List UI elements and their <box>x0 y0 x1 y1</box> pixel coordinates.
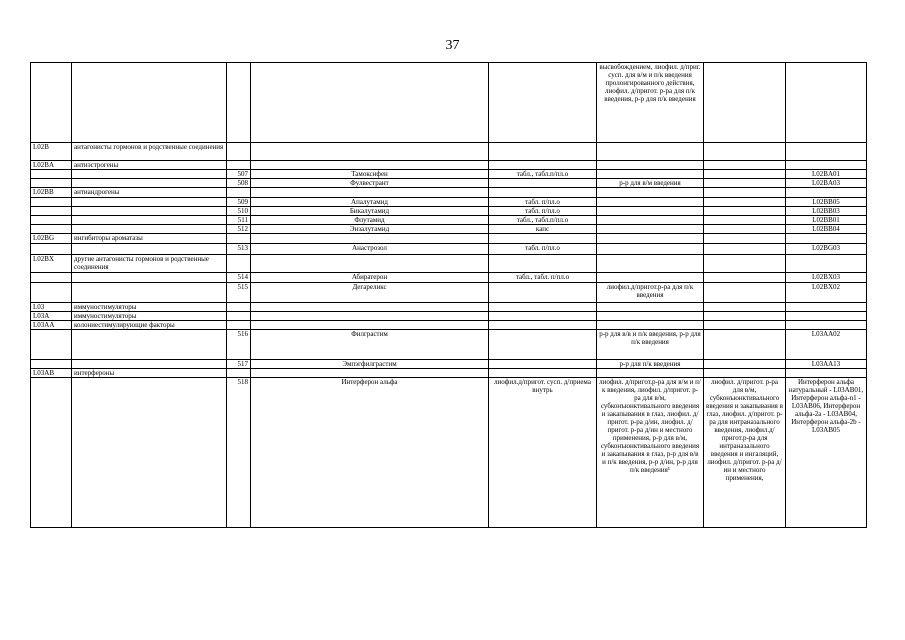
group-description <box>72 244 227 255</box>
dosage-form-3 <box>704 234 786 244</box>
table-row <box>31 303 867 312</box>
row-number: 517 <box>227 360 251 369</box>
atc-group-code <box>31 170 72 179</box>
atc-group-code <box>31 198 72 207</box>
atc-group-code: L02BG <box>31 234 72 244</box>
drug-name: Тамоксифен <box>251 170 489 179</box>
dosage-form-1: капс <box>489 225 597 234</box>
drug-name: Интерферон альфа <box>251 378 489 528</box>
dosage-form-3 <box>704 161 786 170</box>
dosage-form-2 <box>597 161 704 170</box>
dosage-form-3 <box>704 283 786 303</box>
group-description: интерфероны <box>72 369 227 378</box>
row-number <box>227 321 251 330</box>
atc-group-code <box>31 378 72 528</box>
drug-name: Апалутамид <box>251 198 489 207</box>
table-row <box>31 188 867 198</box>
dosage-form-1: табл., табл.п/пл.о <box>489 170 597 179</box>
atc-code: Интерферон альфа натуральный - L03AB01, Интерферон альфа-n1 - L03AB06, Интерферон альфа-2a - L03AB04, Интерферон альфа-2b - L03AB05 <box>786 378 867 528</box>
drug-name: Филграстим <box>251 330 489 360</box>
table-row <box>31 330 867 360</box>
row-number: 513 <box>227 244 251 255</box>
atc-group-code <box>31 244 72 255</box>
atc-group-code: L03A <box>31 312 72 321</box>
dosage-form-3 <box>704 198 786 207</box>
atc-group-code: L02BA <box>31 161 72 170</box>
row-number: 507 <box>227 170 251 179</box>
dosage-form-3 <box>704 360 786 369</box>
dosage-form-2 <box>597 207 704 216</box>
dosage-form-2 <box>597 312 704 321</box>
dosage-form-1 <box>489 330 597 360</box>
drug-name <box>251 143 489 161</box>
drug-name <box>251 369 489 378</box>
group-description <box>72 378 227 528</box>
dosage-form-2 <box>597 198 704 207</box>
dosage-form-1 <box>489 369 597 378</box>
atc-code: L03AA13 <box>786 360 867 369</box>
table-row <box>31 360 867 369</box>
dosage-form-1 <box>489 312 597 321</box>
dosage-form-3 <box>704 330 786 360</box>
drug-name <box>251 234 489 244</box>
row-number <box>227 188 251 198</box>
group-description <box>72 179 227 188</box>
dosage-form-2: высвобождением, лиофил. д/приг. сусп. для в/м и п/к введения пролонгированного действия, лиофил. д/пригот. р-ра для п/к введения, р-р для п/к введения <box>597 63 704 143</box>
dosage-form-2 <box>597 303 704 312</box>
dosage-form-3: лиофил. д/пригот. р-ра для в/м, субконъюнктивального введения и закапывания в глаз, лиофил. д/пригот. р-ра для интраназального введения, лиофил.д/пригот.р-ра для интраназального введения и ингаляций, лиофил. д/пригот. р-ра д/ин и местного применения, <box>704 378 786 528</box>
drug-name: Эмпэгфилграстим <box>251 360 489 369</box>
row-number: 515 <box>227 283 251 303</box>
dosage-form-2 <box>597 273 704 283</box>
dosage-form-1 <box>489 360 597 369</box>
dosage-form-3 <box>704 273 786 283</box>
atc-code: L02BX02 <box>786 283 867 303</box>
atc-code <box>786 255 867 273</box>
drug-table <box>30 62 867 528</box>
dosage-form-1: табл. п/пл.о <box>489 244 597 255</box>
table-row <box>31 378 867 528</box>
row-number: 508 <box>227 179 251 188</box>
atc-group-code <box>31 330 72 360</box>
group-description: антиандрогены <box>72 188 227 198</box>
dosage-form-2 <box>597 170 704 179</box>
dosage-form-2: р-р для в/м введения <box>597 179 704 188</box>
dosage-form-1 <box>489 303 597 312</box>
table-row <box>31 143 867 161</box>
dosage-form-3 <box>704 255 786 273</box>
dosage-form-1 <box>489 321 597 330</box>
table-row <box>31 234 867 244</box>
drug-name <box>251 303 489 312</box>
table-row <box>31 161 867 170</box>
row-number: 509 <box>227 198 251 207</box>
dosage-form-1: табл., табл.п/пл.о <box>489 216 597 225</box>
group-description <box>72 283 227 303</box>
group-description <box>72 273 227 283</box>
dosage-form-1 <box>489 188 597 198</box>
atc-code <box>786 321 867 330</box>
table-row <box>31 244 867 255</box>
atc-code <box>786 234 867 244</box>
row-number <box>227 369 251 378</box>
atc-code: L02BB01 <box>786 216 867 225</box>
drug-name <box>251 321 489 330</box>
dosage-form-1: табл. п/пл.о <box>489 207 597 216</box>
atc-code: L02BG03 <box>786 244 867 255</box>
row-number: 516 <box>227 330 251 360</box>
table-row <box>31 225 867 234</box>
drug-name <box>251 188 489 198</box>
row-number: 511 <box>227 216 251 225</box>
group-description: другие антагонисты гормонов и родственные соединения <box>72 255 227 273</box>
dosage-form-1: табл., табл. п/пл.о <box>489 273 597 283</box>
dosage-form-3 <box>704 225 786 234</box>
dosage-form-3 <box>704 63 786 143</box>
atc-code: L02BB04 <box>786 225 867 234</box>
drug-name <box>251 255 489 273</box>
dosage-form-2 <box>597 225 704 234</box>
atc-group-code <box>31 179 72 188</box>
atc-code: L02BA01 <box>786 170 867 179</box>
atc-code: L02BX03 <box>786 273 867 283</box>
atc-code <box>786 63 867 143</box>
dosage-form-3 <box>704 369 786 378</box>
dosage-form-3 <box>704 170 786 179</box>
drug-name: Бикалутамид <box>251 207 489 216</box>
drug-name: Энзалутамид <box>251 225 489 234</box>
group-description: колониестимулирующие факторы <box>72 321 227 330</box>
table-row <box>31 273 867 283</box>
dosage-form-1 <box>489 143 597 161</box>
group-description <box>72 330 227 360</box>
dosage-form-2: лиофил.д/пригот.р-ра для п/к введения <box>597 283 704 303</box>
drug-name: Флутамид <box>251 216 489 225</box>
table-row <box>31 255 867 273</box>
drug-name: Дегареликс <box>251 283 489 303</box>
atc-group-code <box>31 63 72 143</box>
atc-code <box>786 369 867 378</box>
row-number <box>227 143 251 161</box>
dosage-form-2 <box>597 234 704 244</box>
atc-group-code: L03AA <box>31 321 72 330</box>
atc-group-code <box>31 216 72 225</box>
dosage-form-3 <box>704 303 786 312</box>
dosage-form-2 <box>597 143 704 161</box>
row-number: 518 <box>227 378 251 528</box>
table-row <box>31 216 867 225</box>
drug-name: Абиратерон <box>251 273 489 283</box>
atc-group-code: L02BX <box>31 255 72 273</box>
atc-group-code <box>31 283 72 303</box>
group-description: ингибиторы ароматазы <box>72 234 227 244</box>
atc-group-code <box>31 225 72 234</box>
atc-code: L03AA02 <box>786 330 867 360</box>
row-number: 510 <box>227 207 251 216</box>
atc-group-code: L02BB <box>31 188 72 198</box>
table-row <box>31 369 867 378</box>
row-number <box>227 303 251 312</box>
dosage-form-1: табл. п/пл.о <box>489 198 597 207</box>
dosage-form-1 <box>489 161 597 170</box>
group-description <box>72 225 227 234</box>
atc-group-code: L03 <box>31 303 72 312</box>
drug-name: Фулвестрант <box>251 179 489 188</box>
group-description: иммуностимуляторы <box>72 312 227 321</box>
table-row <box>31 321 867 330</box>
atc-code <box>786 161 867 170</box>
dosage-form-1 <box>489 179 597 188</box>
row-number <box>227 234 251 244</box>
dosage-form-1 <box>489 63 597 143</box>
group-description: антиэстрогены <box>72 161 227 170</box>
dosage-form-2 <box>597 255 704 273</box>
atc-code <box>786 143 867 161</box>
group-description <box>72 360 227 369</box>
dosage-form-3 <box>704 179 786 188</box>
table-row <box>31 207 867 216</box>
drug-name: Анастрозол <box>251 244 489 255</box>
atc-code <box>786 312 867 321</box>
drug-name <box>251 63 489 143</box>
atc-code: L02BA03 <box>786 179 867 188</box>
dosage-form-2 <box>597 321 704 330</box>
atc-code: L02BB05 <box>786 198 867 207</box>
table-row <box>31 283 867 303</box>
atc-group-code <box>31 360 72 369</box>
group-description: иммуностимуляторы <box>72 303 227 312</box>
dosage-form-2 <box>597 188 704 198</box>
group-description <box>72 216 227 225</box>
dosage-form-3 <box>704 216 786 225</box>
atc-group-code: L03AB <box>31 369 72 378</box>
dosage-form-3 <box>704 321 786 330</box>
table-row <box>31 312 867 321</box>
atc-group-code <box>31 207 72 216</box>
dosage-form-3 <box>704 244 786 255</box>
group-description: антагонисты гормонов и родственные соединения <box>72 143 227 161</box>
dosage-form-1 <box>489 234 597 244</box>
row-number <box>227 161 251 170</box>
table-row <box>31 179 867 188</box>
atc-group-code <box>31 273 72 283</box>
dosage-form-2 <box>597 369 704 378</box>
row-number <box>227 255 251 273</box>
atc-code <box>786 188 867 198</box>
dosage-form-2: р-р для п/к введения <box>597 360 704 369</box>
row-number <box>227 63 251 143</box>
dosage-form-2: лиофил. д/пригот.р-ра для в/м и п/к введения, лиофил. д/пригот. р-ра для в/м, субконъюнктивального введения и закапывания в глаз, лиофил. д/пригот. р-ра д/ин, лиофил. д/пригот. р-ра д/ин и местного применения, р-р для в/м, субконъюнктивального введения и закапывания в глаз, р-р для в/в и п/к введения, р-р д/ин, р-р для п/к введения¹ <box>597 378 704 528</box>
dosage-form-2 <box>597 244 704 255</box>
row-number <box>227 312 251 321</box>
dosage-form-2 <box>597 216 704 225</box>
atc-code: L02BB03 <box>786 207 867 216</box>
table-row <box>31 170 867 179</box>
dosage-form-1: лиофил.д/пригот. сусп. д/приема внутрь <box>489 378 597 528</box>
group-description <box>72 63 227 143</box>
dosage-form-1 <box>489 283 597 303</box>
drug-name <box>251 312 489 321</box>
dosage-form-2: р-р для в/в и п/к введения, р-р для п/к введения <box>597 330 704 360</box>
atc-code <box>786 303 867 312</box>
dosage-form-3 <box>704 143 786 161</box>
group-description <box>72 207 227 216</box>
dosage-form-3 <box>704 188 786 198</box>
dosage-form-3 <box>704 207 786 216</box>
dosage-form-3 <box>704 312 786 321</box>
row-number: 512 <box>227 225 251 234</box>
group-description <box>72 170 227 179</box>
table-row <box>31 63 867 143</box>
row-number: 514 <box>227 273 251 283</box>
group-description <box>72 198 227 207</box>
atc-group-code: L02B <box>31 143 72 161</box>
drug-name <box>251 161 489 170</box>
table-row <box>31 198 867 207</box>
dosage-form-1 <box>489 255 597 273</box>
page-number: 37 <box>445 38 460 53</box>
